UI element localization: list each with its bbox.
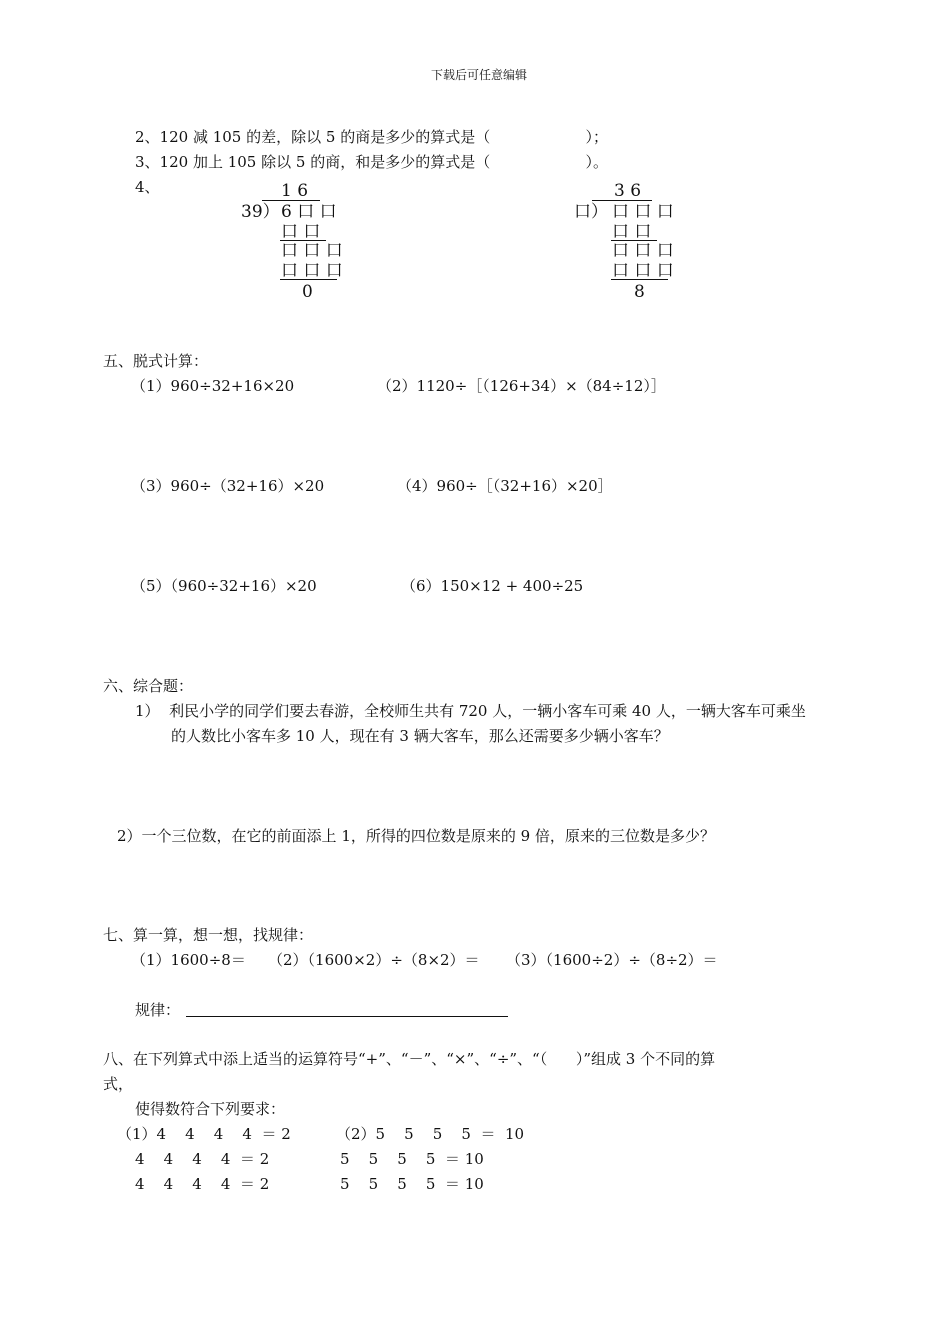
division-2-step-2: 口 口 口 xyxy=(612,241,674,261)
rule-label: 规律： xyxy=(135,1001,181,1019)
division-1-bar xyxy=(262,200,320,201)
division-2-remainder: 8 xyxy=(634,282,645,302)
division-2-line-2 xyxy=(611,279,668,280)
division-1-quotient: 1 6 xyxy=(281,181,309,201)
section-8-title-line-1: 八、在下列算式中添上适当的运算符号“+”、“－”、“×”、“÷”、“（ ）”组成 3 个不同的算 xyxy=(103,1050,716,1068)
division-2-quotient: 3 6 xyxy=(614,181,642,201)
calc-problem-2: （2）1120÷［（126+34）×（84÷12）］ xyxy=(377,377,666,395)
calc-problem-3: （3）960÷（32+16）×20 xyxy=(131,477,325,495)
page-header: 下载后可任意编辑 xyxy=(431,68,528,82)
section-7-title: 七、算一算，想一想，找规律： xyxy=(103,926,314,944)
calc-problem-5: （5）（960÷32+16）×20 xyxy=(131,577,317,595)
question-item-2: 2、120 减 105 的差，除以 5 的商是多少的算式是（ ）； xyxy=(135,128,609,146)
calc-problem-6: （6）150×12 + 400÷25 xyxy=(401,577,584,595)
section-8-instruction: 使得数符合下列要求： xyxy=(135,1100,286,1118)
division-1-step-1: 口 口 xyxy=(281,222,321,242)
operator-row-right-1: （2）5 5 5 5 ＝ 10 xyxy=(336,1125,525,1143)
division-2-step-1: 口 口 xyxy=(612,222,652,242)
word-problem-2: 2）一个三位数，在它的前面添上 1，所得的四位数是原来的 9 倍，原来的三位数是多少？ xyxy=(117,827,715,845)
division-2-step-3: 口 口 口 xyxy=(612,261,674,281)
operator-row-right-3: 5 5 5 5 ＝ 10 xyxy=(340,1175,484,1193)
division-1-remainder: 0 xyxy=(302,282,313,302)
operator-row-left-2: 4 4 4 4 ＝ 2 xyxy=(135,1150,270,1168)
division-2-dividend: 口 口 口 xyxy=(612,202,674,222)
pattern-problem-3: （3）（1600÷2）÷（8÷2）＝ xyxy=(506,951,718,969)
pattern-problem-2: （2）（1600×2）÷（8×2）＝ xyxy=(268,951,480,969)
division-1-line-2 xyxy=(280,279,337,280)
calc-problem-4: （4）960÷［（32+16）×20］ xyxy=(397,477,613,495)
division-1-step-3: 口 口 口 xyxy=(281,261,343,281)
rule-answer-line xyxy=(186,1016,508,1017)
operator-row-right-2: 5 5 5 5 ＝ 10 xyxy=(340,1150,484,1168)
division-1-step-2: 口 口 口 xyxy=(281,241,343,261)
division-1-divisor: 39） xyxy=(241,202,280,222)
section-5-title: 五、脱式计算： xyxy=(103,352,209,370)
operator-row-left-3: 4 4 4 4 ＝ 2 xyxy=(135,1175,270,1193)
division-2-bar xyxy=(592,200,652,201)
section-6-title: 六、综合题： xyxy=(103,677,194,695)
question-item-4: 4、 xyxy=(135,178,160,196)
operator-row-left-1: （1）4 4 4 4 ＝ 2 xyxy=(117,1125,291,1143)
pattern-problem-1: （1）1600÷8＝ xyxy=(131,951,246,969)
question-item-3: 3、120 加上 105 除以 5 的商，和是多少的算式是（ ）。 xyxy=(135,153,609,171)
division-2-divisor: 口） xyxy=(574,202,608,222)
word-problem-1-line-2: 的人数比小客车多 10 人，现在有 3 辆大客车，那么还需要多少辆小客车？ xyxy=(171,727,669,745)
section-8-title-line-2: 式， xyxy=(103,1075,134,1093)
division-1-dividend: 6 口 口 xyxy=(281,202,337,222)
word-problem-1-line-1: 1） 利民小学的同学们要去春游，全校师生共有 720 人，一辆小客车可乘 40 人，一辆大客车可乘坐 xyxy=(135,702,806,720)
calc-problem-1: （1）960÷32+16×20 xyxy=(131,377,295,395)
